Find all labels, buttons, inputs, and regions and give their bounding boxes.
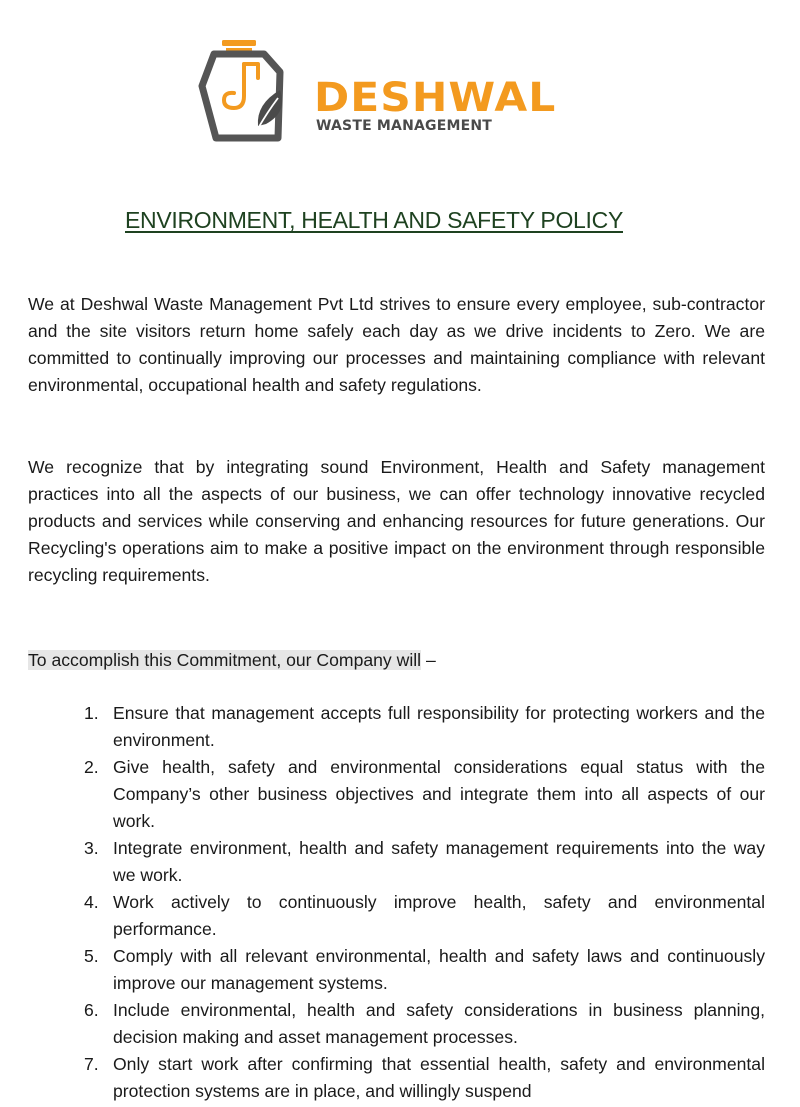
- commitment-heading: [28, 647, 436, 674]
- list-item-number: 2.: [84, 757, 99, 777]
- commitment-heading-text: To accomplish this Commitment, our Company will: [28, 650, 422, 670]
- waste-bin-leaf-icon: [196, 38, 296, 146]
- list-item-number: 1.: [84, 703, 99, 723]
- list-item-text: Only start work after confirming that essential health, safety and environmental protection systems are in place, and willingly suspend: [113, 1054, 765, 1101]
- page-title: ENVIRONMENT, HEALTH AND SAFETY POLICY: [125, 207, 623, 233]
- list-item-text: Ensure that management accepts full responsibility for protecting workers and the environment.: [113, 703, 765, 750]
- brand-subtitle: WASTE MANAGEMENT: [316, 118, 493, 134]
- list-item: [28, 1051, 765, 1105]
- intro-paragraph: We at Deshwal Waste Management Pvt Ltd strives to ensure every employee, sub-contractor and the site visitors return home safely each day as we drive incidents to Zero. We are committed to continually improving our processes and maintaining compliance with relevant environmental, occupational health and safety regulations.: [28, 294, 765, 395]
- list-item-text: Integrate environment, health and safety management requirements into the way we work.: [113, 838, 765, 885]
- brand-name: DESHWAL: [314, 75, 557, 121]
- list-item-number: 5.: [84, 946, 99, 966]
- list-item-number: 4.: [84, 892, 99, 912]
- list-item-text: Comply with all relevant environmental, health and safety laws and continuously improve our management systems.: [113, 946, 765, 993]
- list-item-number: 6.: [84, 1000, 99, 1020]
- list-item-text: Give health, safety and environmental considerations equal status with the Company’s other business objectives and integrate them into all aspects of our work.: [113, 757, 765, 831]
- list-item: [28, 835, 765, 889]
- company-logo: [196, 38, 557, 146]
- list-item-text: Work actively to continuously improve health, safety and environmental performance.: [113, 892, 765, 939]
- list-item: [28, 889, 765, 943]
- list-item: [28, 754, 765, 835]
- commitment-list: [28, 700, 765, 1105]
- list-item-number: 7.: [84, 1054, 99, 1074]
- list-item: [28, 943, 765, 997]
- commitment-heading-dash: –: [421, 650, 436, 670]
- list-item: [28, 700, 765, 754]
- list-item: [28, 997, 765, 1051]
- list-item-text: Include environmental, health and safety considerations in business planning, decision making and asset management processes.: [113, 1000, 765, 1047]
- recognition-paragraph: We recognize that by integrating sound Environment, Health and Safety management practices into all the aspects of our business, we can offer technology innovative recycled products and services while conserving and enhancing resources for future generations. Our Recycling's operations aim to make a positive impact on the environment through responsible recycling requirements.: [28, 457, 765, 585]
- list-item-number: 3.: [84, 838, 99, 858]
